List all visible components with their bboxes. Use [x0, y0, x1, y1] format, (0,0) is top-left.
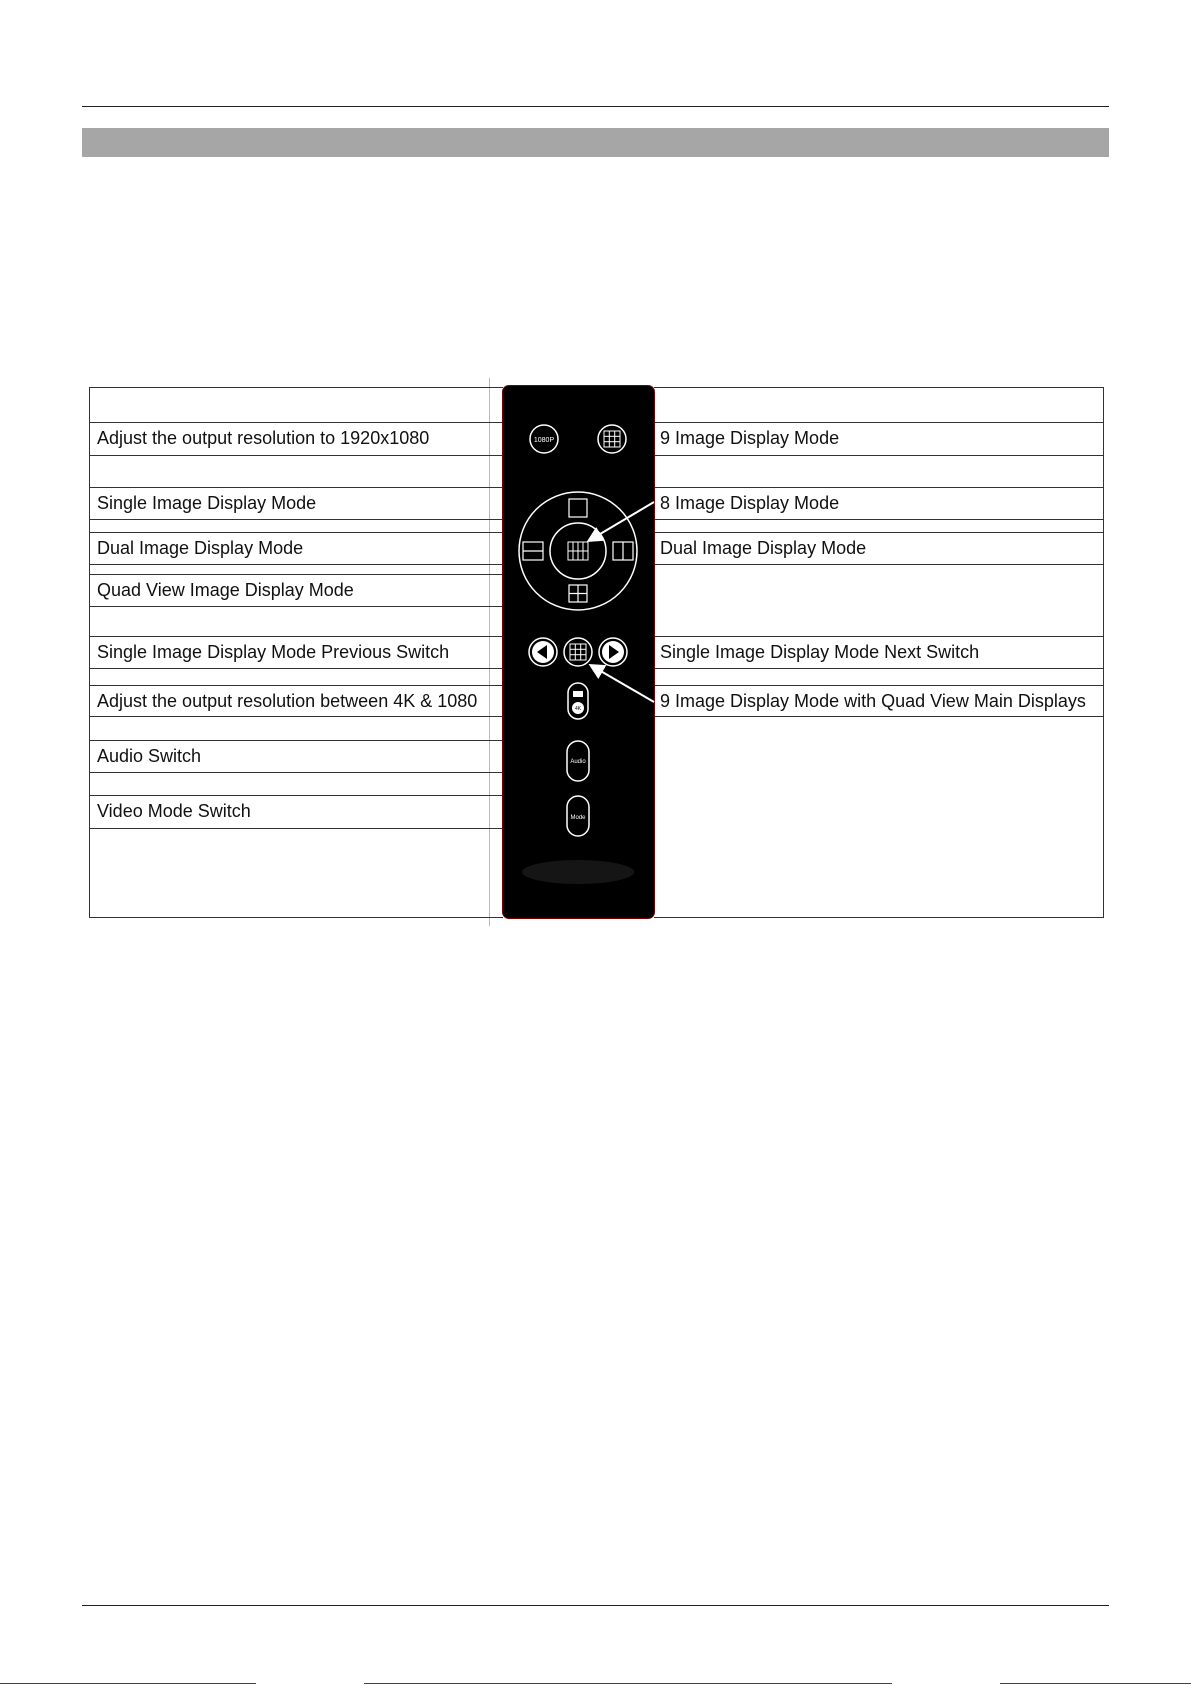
footer-seg-3	[1000, 1683, 1191, 1684]
label-res-1080: Adjust the output resolution to 1920x1080	[97, 428, 430, 448]
button-res-toggle[interactable]	[568, 683, 588, 719]
remote-drawing	[503, 386, 654, 918]
footer-seg-2	[364, 1683, 892, 1684]
button-nine-grid[interactable]	[598, 425, 626, 453]
button-1080p[interactable]	[530, 425, 558, 453]
label-single-mode: Single Image Display Mode	[97, 493, 317, 513]
remote-logo-blur	[522, 860, 634, 884]
section-banner	[82, 128, 1109, 157]
label-eight-mode: 8 Image Display Mode	[660, 493, 840, 513]
button-previous[interactable]	[529, 638, 557, 666]
label-nine-mode: 9 Image Display Mode	[660, 428, 840, 448]
footer-rule	[82, 1605, 1109, 1606]
label-single-prev: Single Image Display Mode Previous Switch	[97, 642, 450, 662]
button-next[interactable]	[599, 638, 627, 666]
button-nine-quad[interactable]	[564, 638, 592, 666]
button-1080p-text: 1080P	[533, 437, 555, 444]
label-quad-mode: Quad View Image Display Mode	[97, 580, 354, 600]
label-video-mode: Video Mode Switch	[97, 801, 251, 821]
button-audio-text: Audio	[570, 759, 586, 765]
label-dual-mode-right: Dual Image Display Mode	[660, 538, 867, 558]
button-4k-text: 4K	[574, 706, 582, 712]
button-mode-text: Mode	[570, 815, 586, 821]
header-rule	[82, 106, 1109, 107]
label-single-next: Single Image Display Mode Next Switch	[660, 642, 980, 662]
footer-seg-1	[0, 1683, 256, 1684]
button-mode[interactable]	[567, 796, 589, 836]
label-dual-mode-left: Dual Image Display Mode	[97, 538, 304, 558]
label-res-toggle: Adjust the output resolution between 4K & 1080	[97, 691, 478, 711]
label-nine-quad-mode: 9 Image Display Mode with Quad View Main Displays	[660, 691, 1086, 711]
remote-control	[503, 386, 654, 918]
label-audio-switch: Audio Switch	[97, 746, 202, 766]
button-audio[interactable]	[567, 741, 589, 781]
